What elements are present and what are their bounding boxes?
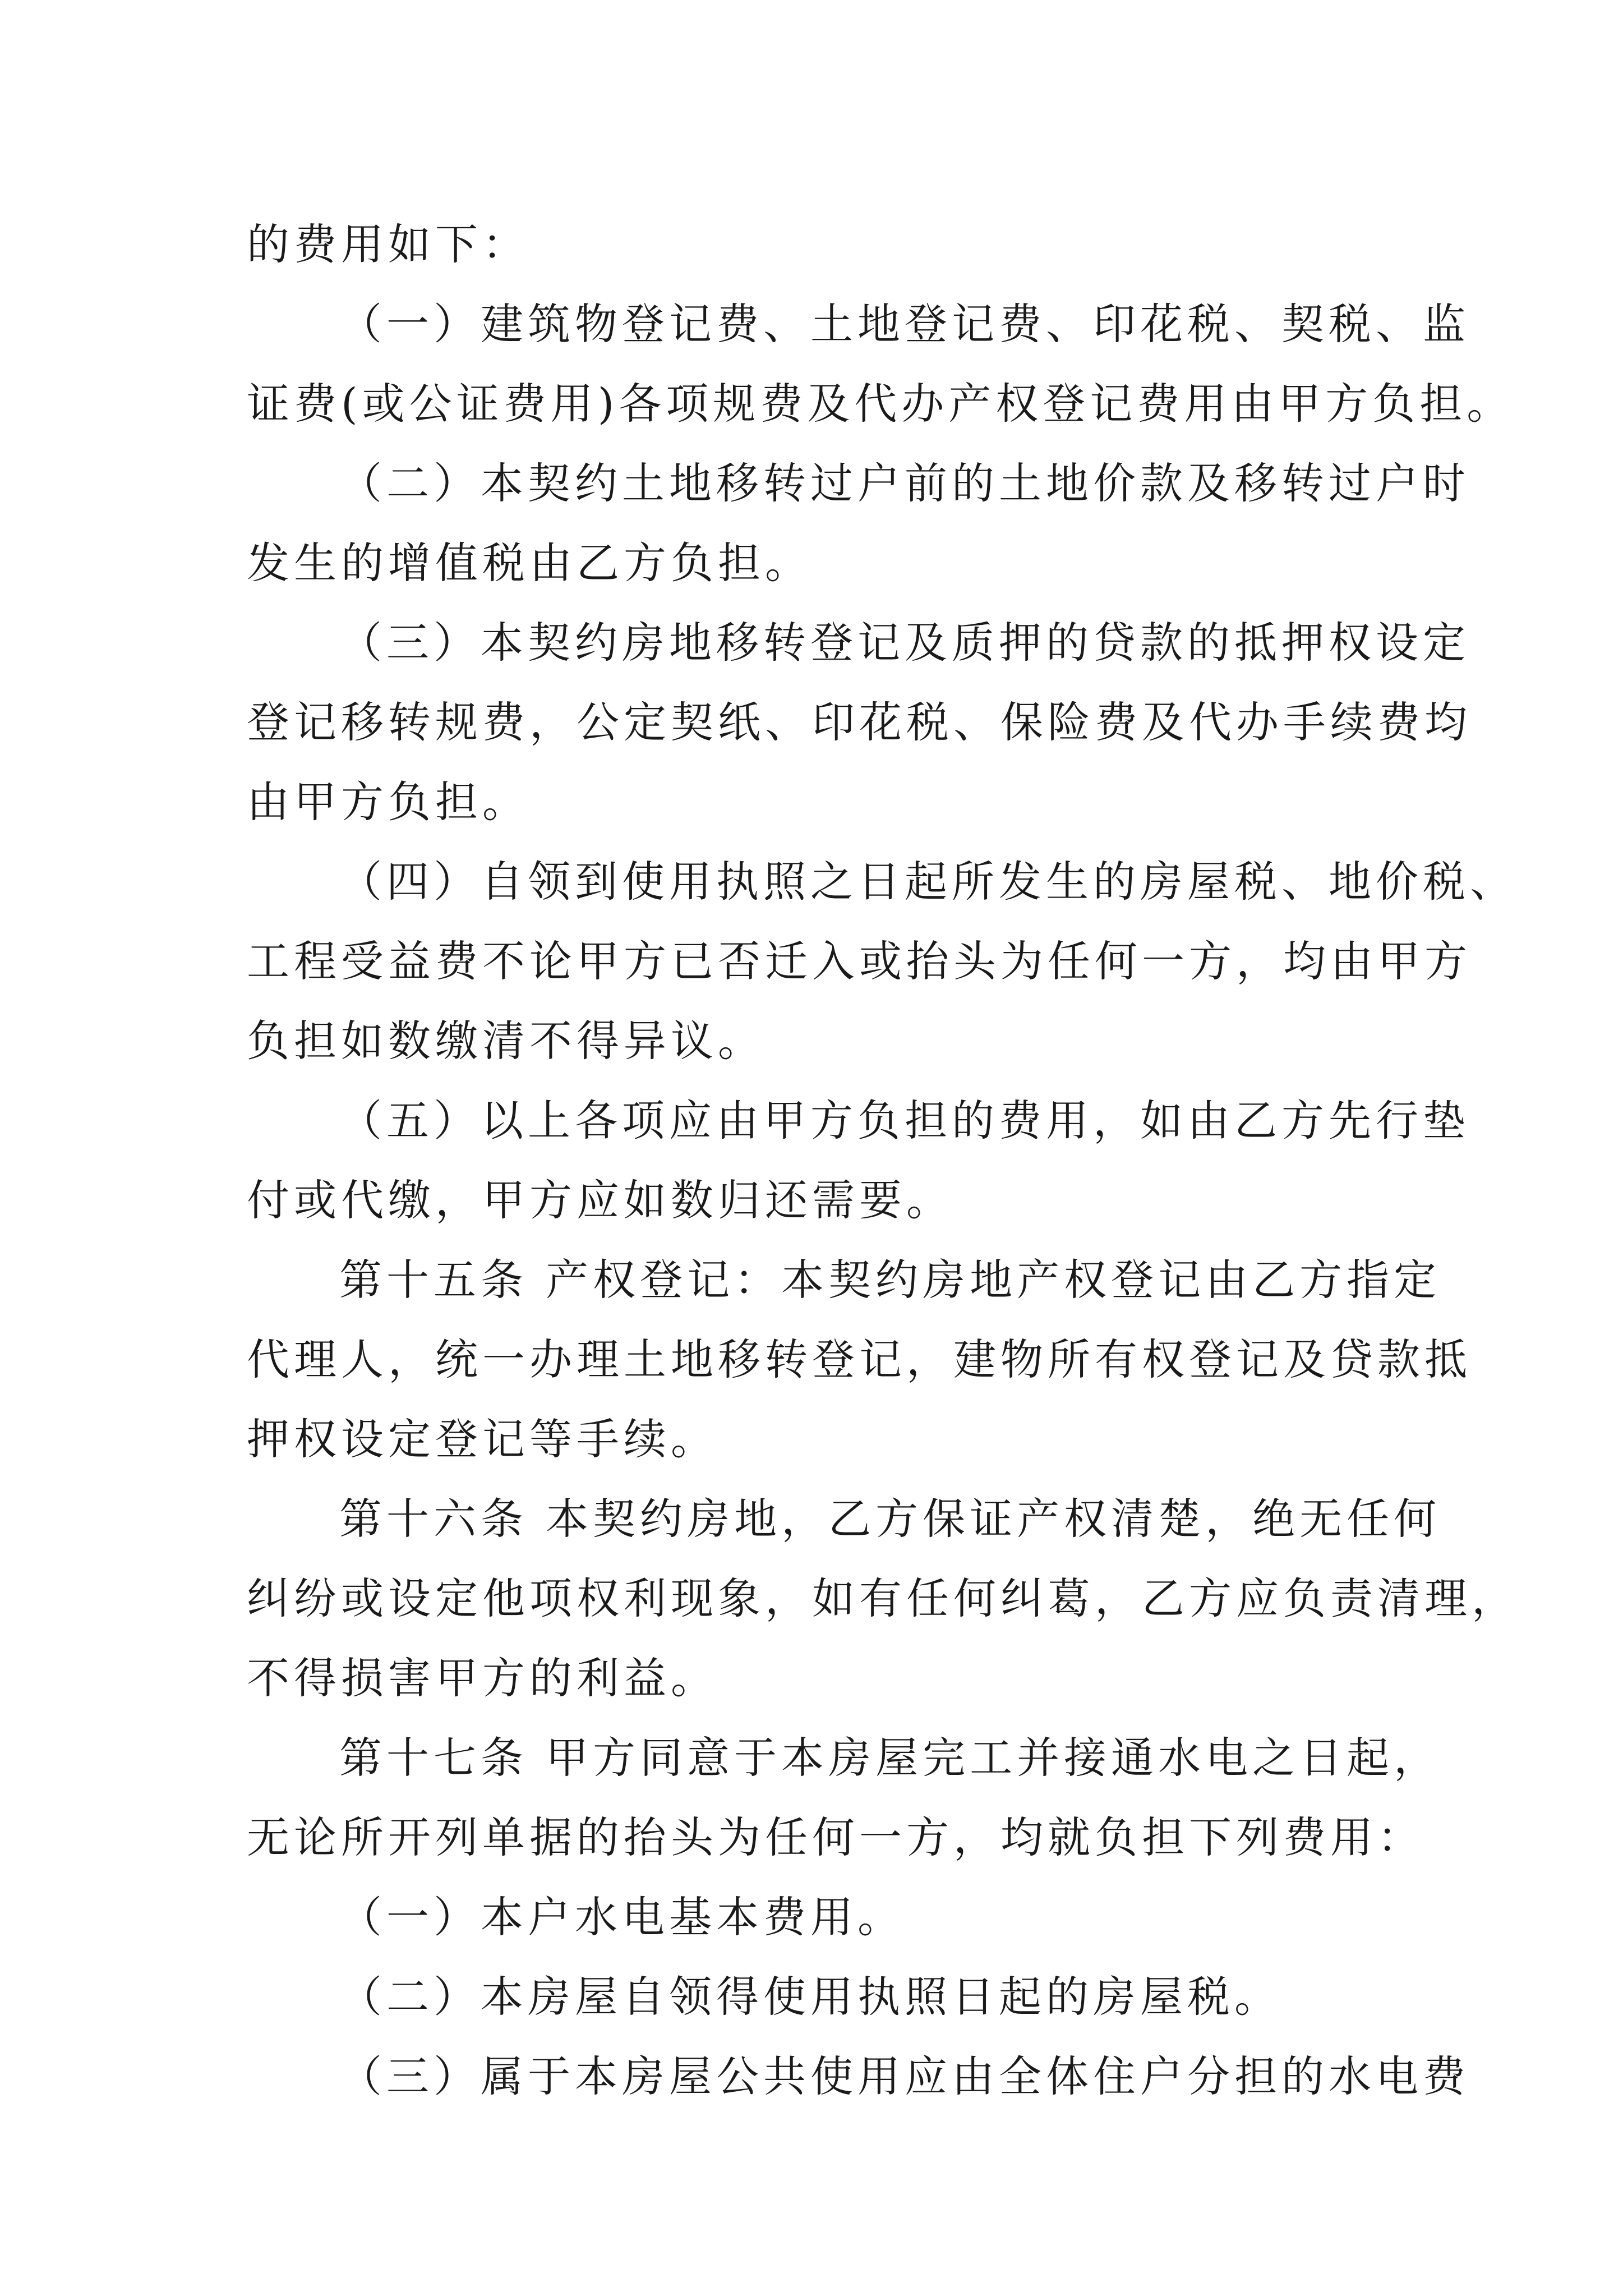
text-line: （二）本房屋自领得使用执照日起的房屋税。	[339, 1972, 1281, 2022]
text-line: 付或代缴，甲方应如数归还需要。	[247, 1175, 953, 1225]
text-line: （一）建筑物登记费、土地登记费、印花税、契税、监	[339, 299, 1470, 349]
text-line: 代理人，统一办理土地移转登记，建物所有权登记及贷款抵	[247, 1335, 1472, 1384]
text-line: 登记移转规费，公定契纸、印花税、保险费及代办手续费均	[247, 697, 1472, 747]
text-line: 工程受益费不论甲方已否迁入或抬头为任何一方，均由甲方	[247, 936, 1472, 986]
text-line: 第十六条 本契约房地，乙方保证产权清楚，绝无任何	[339, 1494, 1441, 1544]
text-line: 无论所开列单据的抬头为任何一方，均就负担下列费用：	[247, 1812, 1424, 1862]
text-line: （五）以上各项应由甲方负担的费用，如由乙方先行垫	[339, 1096, 1470, 1145]
text-line: 押权设定登记等手续。	[247, 1414, 718, 1464]
text-line: 发生的增值税由乙方负担。	[247, 538, 812, 588]
text-line: （二）本契约土地移转过户前的土地价款及移转过户时	[339, 458, 1470, 508]
text-line: （三）属于本房屋公共使用应由全体住户分担的水电费	[339, 2051, 1470, 2101]
text-line: 纠纷或设定他项权利现象，如有任何纠葛，乙方应负责清理，	[247, 1573, 1519, 1623]
text-line: 负担如数缴清不得异议。	[247, 1016, 765, 1066]
text-line: 证费(或公证费用)各项规费及代办产权登记费用由甲方负担。	[247, 379, 1514, 429]
text-line: 第十五条 产权登记：本契约房地产权登记由乙方指定	[339, 1255, 1441, 1305]
text-line: 第十七条 甲方同意于本房屋完工并接通水电之日起，	[339, 1733, 1441, 1783]
text-line: （三）本契约房地移转登记及质押的贷款的抵押权设定	[339, 618, 1470, 668]
text-line: 不得损害甲方的利益。	[247, 1653, 718, 1703]
body-text	[247, 205, 1519, 2116]
text-line: （一）本户水电基本费用。	[339, 1892, 905, 1942]
text-line: 由甲方负担。	[247, 777, 529, 827]
text-line: （四）自领到使用执照之日起所发生的房屋税、地价税、	[339, 857, 1517, 907]
text-line: 的费用如下：	[247, 219, 529, 269]
